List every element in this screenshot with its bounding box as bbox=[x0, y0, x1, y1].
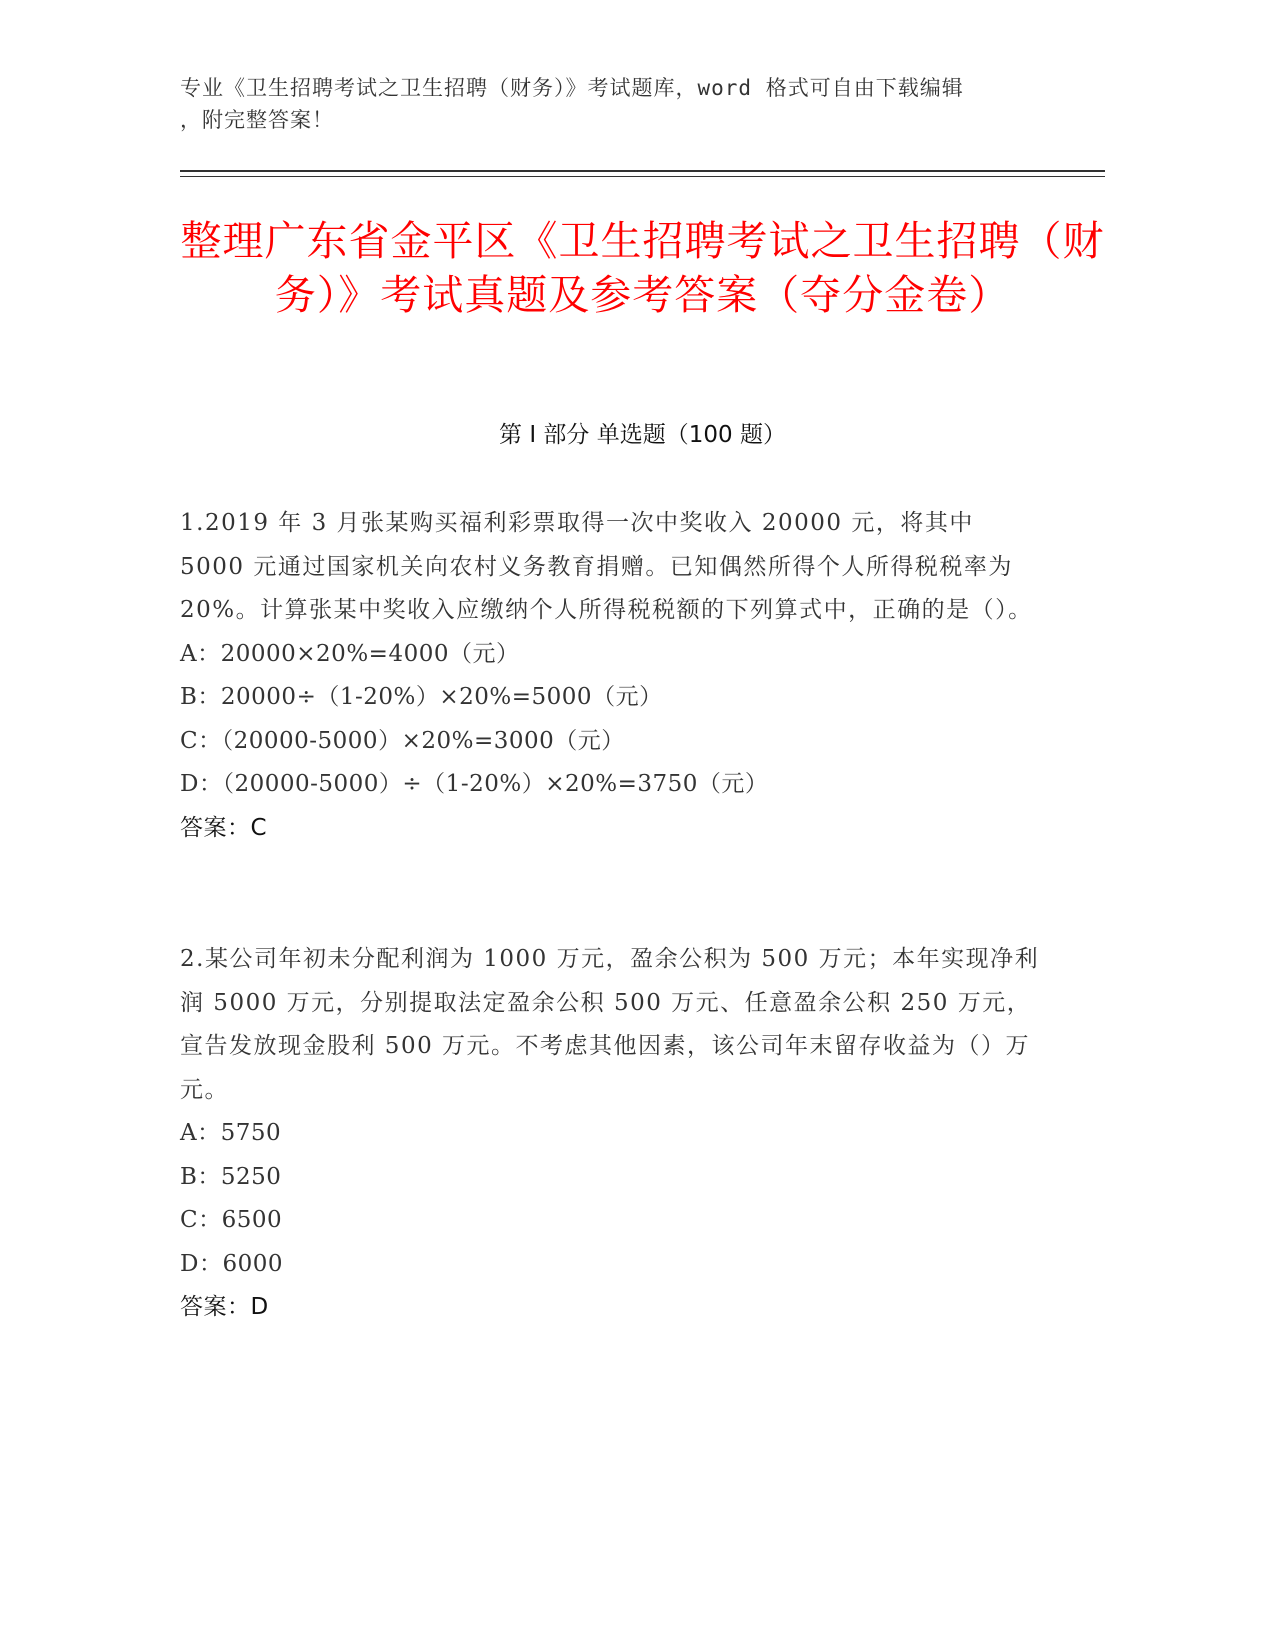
question-stem: 2.某公司年初未分配利润为 1000 万元，盈余公积为 500 万元；本年实现净利润 5000 万元，分别提取法定盈余公积 500 万元、任意盈余公积 250 万元，宣告发放现金股利 500 万元。不考虑其他因素，该公司年末留存收益为（）万元。 bbox=[180, 946, 1040, 1103]
option-a: A：5750 bbox=[180, 1120, 282, 1146]
answer: 答案：D bbox=[180, 1294, 269, 1320]
header-rule-thin bbox=[180, 176, 1105, 177]
answer: 答案：C bbox=[180, 814, 268, 841]
document-title: 整理广东省金平区《卫生招聘考试之卫生招聘（财务）》考试真题及参考答案（夺分金卷） bbox=[180, 217, 1105, 319]
section-title: 第 I 部分 单选题（100 题） bbox=[499, 422, 786, 448]
question-2 bbox=[180, 938, 1040, 1330]
header-note-line-2: ，附完整答案！ bbox=[180, 108, 334, 132]
option-d: D：（20000-5000）÷（1-20%）×20%=3750（元） bbox=[180, 771, 769, 797]
option-a: A：20000×20%=4000（元） bbox=[180, 640, 520, 667]
option-b: B：20000÷（1-20%）×20%=5000（元） bbox=[180, 684, 663, 710]
option-c: C：（20000-5000）×20%=3000（元） bbox=[180, 727, 625, 754]
option-c: C：6500 bbox=[180, 1207, 283, 1233]
question-1 bbox=[180, 502, 1040, 850]
header-note bbox=[180, 72, 1060, 136]
question-stem: 1.2019 年 3 月张某购买福利彩票取得一次中奖收入 20000 元，将其中 5000 元通过国家机关向农村义务教育捐赠。已知偶然所得个人所得税税率为 20%。计算张某中奖收入应缴纳个人所得税税额的下列算式中，正确的是（）。 bbox=[180, 510, 1033, 623]
header-rule-thick bbox=[180, 170, 1105, 172]
option-d: D：6000 bbox=[180, 1250, 283, 1277]
header-note-line-1: 专业《卫生招聘考试之卫生招聘（财务）》考试题库，word 格式可自由下载编辑 bbox=[180, 76, 964, 100]
option-b: B：5250 bbox=[180, 1163, 282, 1190]
